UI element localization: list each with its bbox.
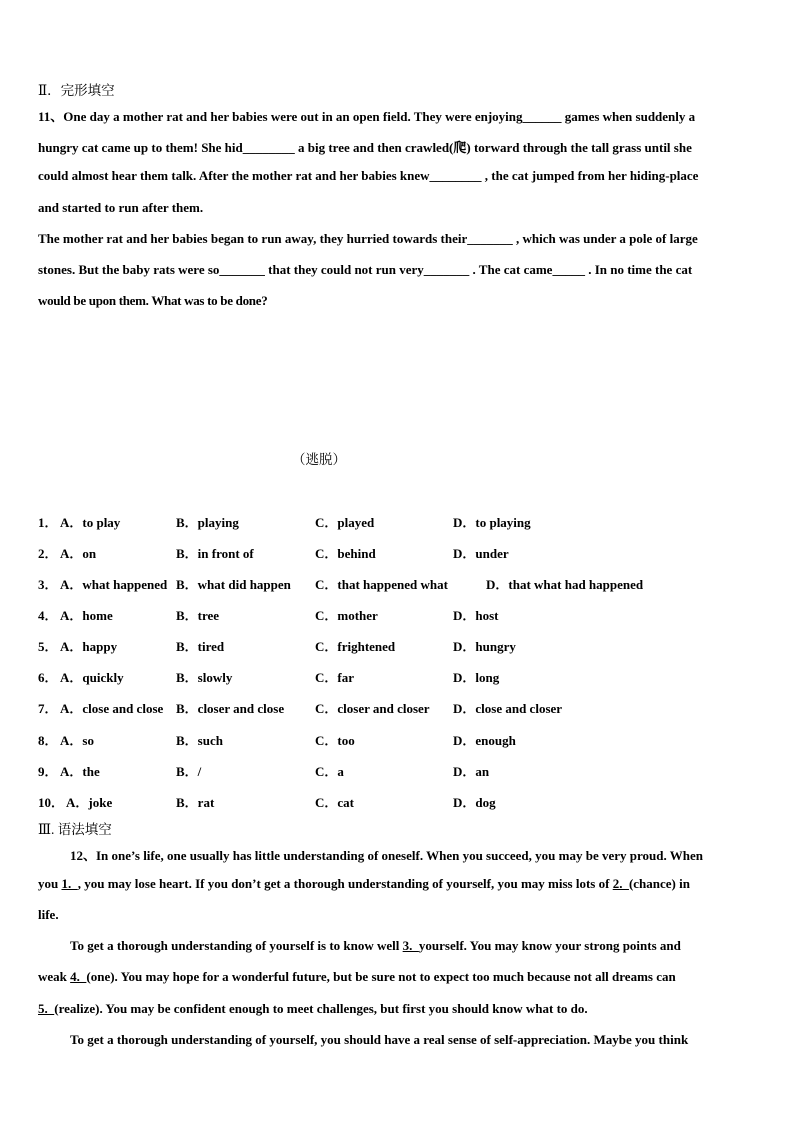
passage-line [38,876,690,892]
option-d: D．dog [453,795,496,810]
passage-line: To get a thorough understanding of yourself, you should have a real sense of self-appreciation. Maybe you think [70,1032,689,1047]
passage-line: 11、One day a mother rat and her babies were out in an open field. They were enjoying______ games when suddenly a [38,109,696,124]
text: you [38,876,62,891]
blank-3: 3. [402,938,419,953]
option-d: D．an [453,764,490,779]
option-b: B．playing [176,515,239,530]
option-d: D．to playing [453,515,531,530]
question-number: 5． [38,639,58,654]
option-d: D．host [453,608,499,623]
question-number: 4． [38,608,58,623]
option-c: C．cat [315,795,354,810]
option-a: A．happy [60,639,118,654]
passage-line [70,938,681,954]
blank-1: 1. [61,876,78,891]
question-number: 8． [38,733,58,748]
blank-5: 5. [38,1001,55,1016]
option-a: A．on [60,546,97,561]
option-c: C．that happened what [315,577,448,592]
section-3-heading: Ⅲ. 语法填空 [38,822,112,837]
option-c: C．closer and closer [315,701,430,716]
question-number: 1． [38,515,58,530]
question-number: 7． [38,701,58,716]
question-number: 3． [38,577,58,592]
option-b: B．/ [176,764,202,779]
text: (chance) in [628,876,690,891]
option-d: D．enough [453,733,516,748]
section-2-heading: Ⅱ．完形填空 [38,83,115,98]
option-a: A．joke [66,795,113,810]
option-d: D．long [453,670,500,685]
question-number: 6． [38,670,58,685]
question-number: 2． [38,546,58,561]
option-a: A．the [60,764,100,779]
option-c: C．frightened [315,639,396,654]
text: weak [38,969,71,984]
option-b: B．tired [176,639,225,654]
option-b: B．such [176,733,223,748]
option-a: A．close and close [60,701,164,716]
text: To get a thorough understanding of yourself is to know well [70,938,403,953]
option-b: B．tree [176,608,220,623]
option-a: A．home [60,608,113,623]
option-b: B．what did happen [176,577,291,592]
option-a: A．so [60,733,94,748]
option-a: A．what happened [60,577,168,592]
option-b: B．in front of [176,546,254,561]
option-c: C．played [315,515,375,530]
option-d: D．hungry [453,639,516,654]
option-a: A．quickly [60,670,124,685]
passage-line: 12、In one’s life, one usually has little understanding of oneself. When you succeed, you may be very proud. When [70,848,703,863]
passage-line: and started to run after them. [38,200,204,215]
option-b: B．slowly [176,670,233,685]
question-number: 9． [38,764,58,779]
passage-line [38,1001,588,1017]
passage-line: life. [38,907,59,922]
passage-line: hungry cat came up to them! She hid________ a big tree and then crawled(爬) torward through the tall grass until she [38,140,692,155]
blank-2: 2. [612,876,629,891]
option-a: A．to play [60,515,121,530]
option-b: B．rat [176,795,215,810]
passage-line: The mother rat and her babies began to run away, they hurried towards their_______ , which was under a pole of large [38,231,698,246]
passage-line: stones. But the baby rats were so_______ that they could not run very_______ . The cat came_____ . In no time the cat [38,262,693,277]
option-c: C．a [315,764,344,779]
blank-4: 4. [70,969,87,984]
option-b: B．closer and close [176,701,285,716]
option-d: D．that what had happened [486,577,644,592]
option-d: D．close and closer [453,701,563,716]
option-c: C．too [315,733,355,748]
passage-line [38,969,676,985]
footnote-escape: （逃脱） [292,452,346,467]
passage-line: could almost hear them talk. After the mother rat and her babies knew________ , the cat jumped from her hiding-place [38,168,699,183]
option-c: C．far [315,670,354,685]
text: , you may lose heart. If you don’t get a thorough understanding of yourself, you may miss lots of [77,876,613,891]
text: (realize). You may be confident enough to meet challenges, but first you should know what to do. [54,1001,588,1016]
question-number: 10． [38,795,65,810]
text: (one). You may hope for a wonderful future, but be sure not to expect too much because not all dreams can [86,969,676,984]
option-d: D．under [453,546,509,561]
text: yourself. You may know your strong points and [418,938,681,953]
option-c: C．mother [315,608,378,623]
option-c: C．behind [315,546,376,561]
passage-line: would be upon them. What was to be done? [38,293,268,308]
